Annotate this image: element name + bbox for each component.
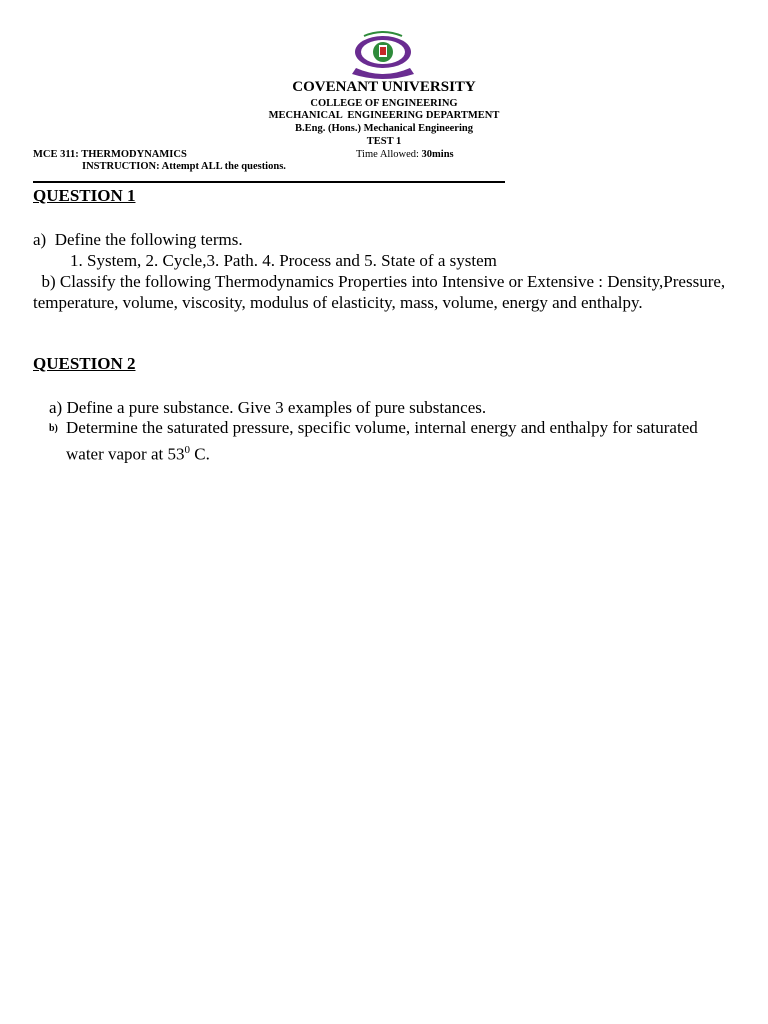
time-value: 30mins xyxy=(421,149,454,160)
header-divider xyxy=(33,181,505,183)
question-2-part-b-end: C. xyxy=(189,444,210,464)
question-2-heading: QUESTION 2 xyxy=(33,354,136,373)
time-label: Time Allowed: xyxy=(356,149,422,160)
time-allowed xyxy=(356,149,454,160)
programme-name: B.Eng. (Hons.) Mechanical Engineering xyxy=(295,123,473,134)
question-2-part-b xyxy=(66,417,726,466)
question-1-part-b: b) Classify the following Thermodynamics Properties into Intensive or Extensive : Density,Pressure, temperature, volume, viscosity, modulus of elasticity, mass, volume, energy and enthalpy. xyxy=(33,272,730,312)
test-title: TEST 1 xyxy=(366,136,402,147)
question-1-terms-list: 1. System, 2. Cycle,3. Path. 4. Process and 5. State of a system xyxy=(70,251,497,270)
question-1-part-a: a) Define the following terms. xyxy=(33,230,243,249)
question-1-heading: QUESTION 1 xyxy=(33,186,136,205)
university-name: COVENANT UNIVERSITY xyxy=(292,79,476,95)
department-name: MECHANICAL ENGINEERING DEPARTMENT xyxy=(268,110,500,121)
college-name: COLLEGE OF ENGINEERING xyxy=(310,98,458,109)
question-2-part-b-text: Determine the saturated pressure, specific volume, internal energy and enthalpy for saturated water vapor at 53 xyxy=(66,418,698,464)
instruction: INSTRUCTION: Attempt ALL the questions. xyxy=(82,161,286,172)
course-code: MCE 311: THERMODYNAMICS xyxy=(33,149,187,160)
question-2-part-a: a) Define a pure substance. Give 3 examples of pure substances. xyxy=(49,398,487,417)
degree-superscript: 0 xyxy=(184,444,190,456)
question-2-part-b-label: b) xyxy=(49,423,58,434)
university-crest-icon xyxy=(344,30,422,80)
